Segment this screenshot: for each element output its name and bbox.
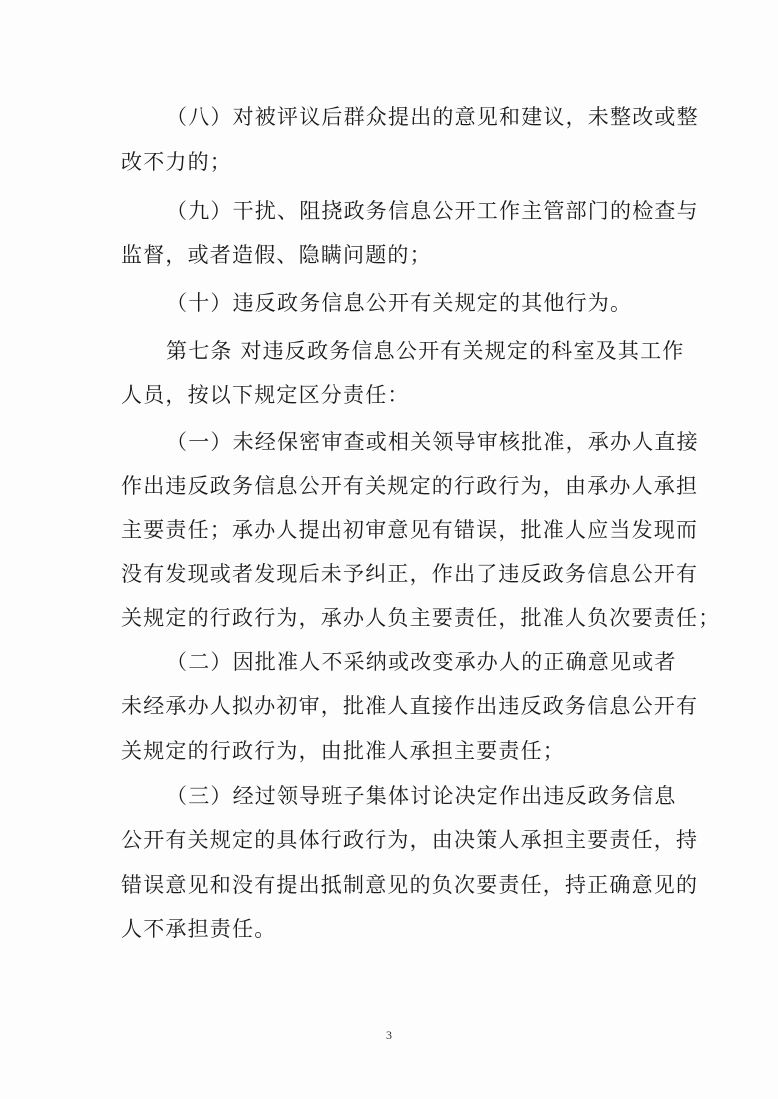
clause-9-line-1: （九）干扰、阻挠政务信息公开工作主管部门的检查与: [166, 199, 699, 223]
page-number: 3: [386, 1028, 392, 1042]
clause-8-line-2: 改不力的；: [121, 150, 232, 174]
clause-10-line-1: （十）违反政务信息公开有关规定的其他行为。: [166, 291, 633, 315]
item-3-line-2: 公开有关规定的具体行政行为，由决策人承担主要责任，持: [121, 828, 699, 852]
item-1-line-4: 没有发现或者发现后未予纠正，作出了违反政务信息公开有: [121, 562, 699, 586]
item-3-line-4: 人不承担责任。: [121, 917, 277, 941]
item-2-line-3: 关规定的行政行为，由批准人承担主要责任；: [121, 739, 565, 763]
clause-8-line-1: （八）对被评议后群众提出的意见和建议，未整改或整: [166, 105, 699, 129]
article-7-line-1: 第七条 对违反政务信息公开有关规定的科室及其工作: [166, 339, 685, 363]
item-1-line-2: 作出违反政务信息公开有关规定的行政行为，由承办人承担: [121, 474, 699, 498]
item-3-line-3: 错误意见和没有提出抵制意见的负次要责任，持正确意见的: [121, 873, 699, 897]
item-1-line-5: 关规定的行政行为，承办人负主要责任，批准人负次要责任；: [121, 606, 721, 630]
clause-9-line-2: 监督，或者造假、隐瞒问题的；: [121, 243, 432, 267]
item-1-line-1: （一）未经保密审查或相关领导审核批准，承办人直接: [166, 430, 699, 454]
item-1-line-3: 主要责任；承办人提出初审意见有错误，批准人应当发现而: [121, 518, 699, 542]
item-3-line-1: （三）经过领导班子集体讨论决定作出违反政务信息: [166, 784, 677, 808]
item-2-line-1: （二）因批准人不采纳或改变承办人的正确意见或者: [166, 650, 677, 674]
item-2-line-2: 未经承办人拟办初审，批准人直接作出违反政务信息公开有: [121, 694, 699, 718]
article-7-line-2: 人员，按以下规定区分责任：: [121, 383, 410, 407]
